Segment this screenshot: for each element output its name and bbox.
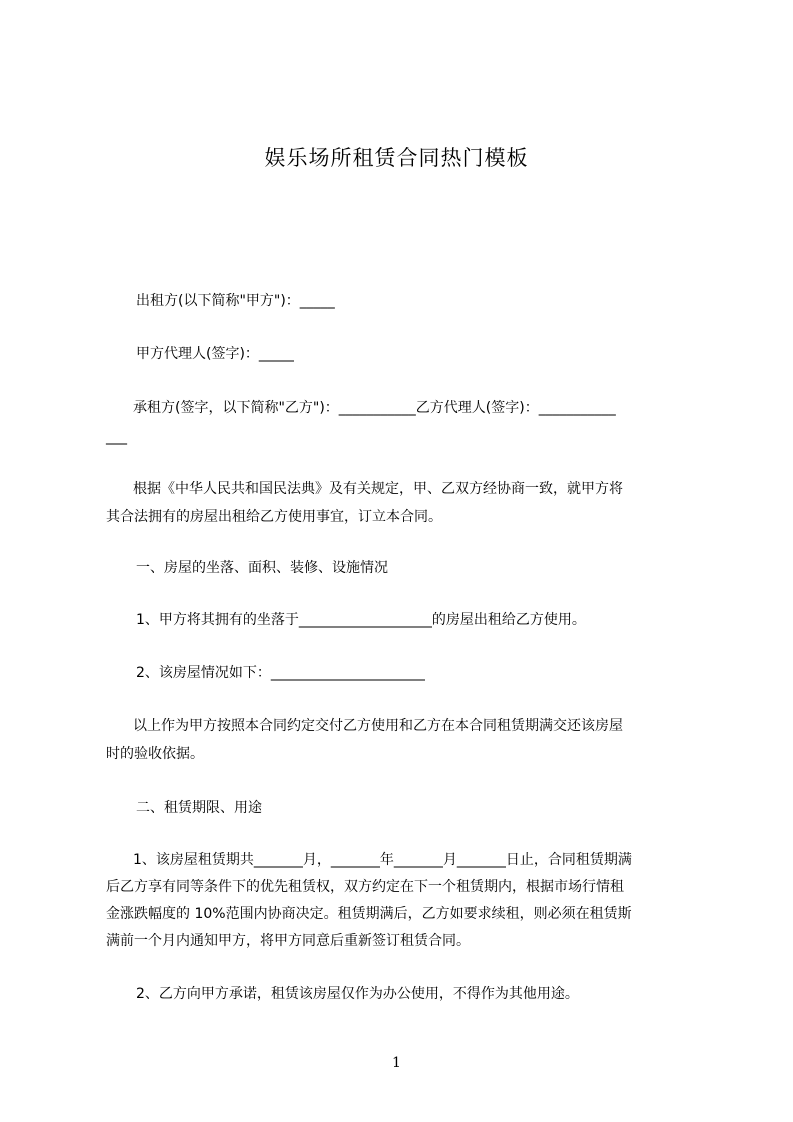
section-2-item-1-line-1: 1、该房屋租赁期共_______月，_______年_______月_______日止，合同租赁期满	[133, 852, 632, 868]
section-1-note-line-2: 时的验收依据。	[106, 746, 204, 762]
lessee-line-continued: ___	[106, 429, 127, 445]
section-1-note-line-1: 以上作为甲方按照本合同约定交付乙方使用和乙方在本合同租赁期满交还该房屋	[133, 718, 623, 734]
document-title: 娱乐场所租赁合同热门模板	[264, 146, 529, 170]
section-2-item-1-line-3: 金涨跌幅度的 10%范围内协商决定。租赁期满后，乙方如要求续租，则必须在租赁斯	[106, 906, 632, 922]
section-2-heading: 二、租赁期限、用途	[136, 800, 262, 816]
section-2-item-2: 2、乙方向甲方承诺，租赁该房屋仅作为办公使用，不得作为其他用途。	[136, 986, 579, 1002]
lessor-agent-line: 甲方代理人(签字)：_____	[136, 346, 294, 362]
section-2-item-1-line-4: 满前一个月内通知甲方，将甲方同意后重新签订租赁合同。	[106, 933, 470, 949]
intro-paragraph-line-1: 根据《中华人民共和国民法典》及有关规定，甲、乙双方经协商一致，就甲方将	[133, 481, 623, 497]
lessee-line: 承租方(签字，以下简称"乙方")：___________乙方代理人(签字)：___________	[133, 400, 616, 416]
section-1-heading: 一、房屋的坐落、面积、装修、设施情况	[136, 560, 388, 576]
intro-paragraph-line-2: 其合法拥有的房屋出租给乙方使用事宜，订立本合同。	[106, 509, 442, 525]
section-1-item-1: 1、甲方将其拥有的坐落于___________________的房屋出租给乙方使用。	[136, 612, 586, 628]
section-1-item-2: 2、该房屋情况如下：______________________	[136, 665, 425, 681]
page-number: 1	[392, 1055, 401, 1071]
section-2-item-1-line-2: 后乙方享有同等条件下的优先租赁权，双方约定在下一个租赁期内，根据市场行情租	[106, 879, 624, 895]
lessor-line: 出租方(以下简称"甲方")：_____	[136, 293, 335, 309]
